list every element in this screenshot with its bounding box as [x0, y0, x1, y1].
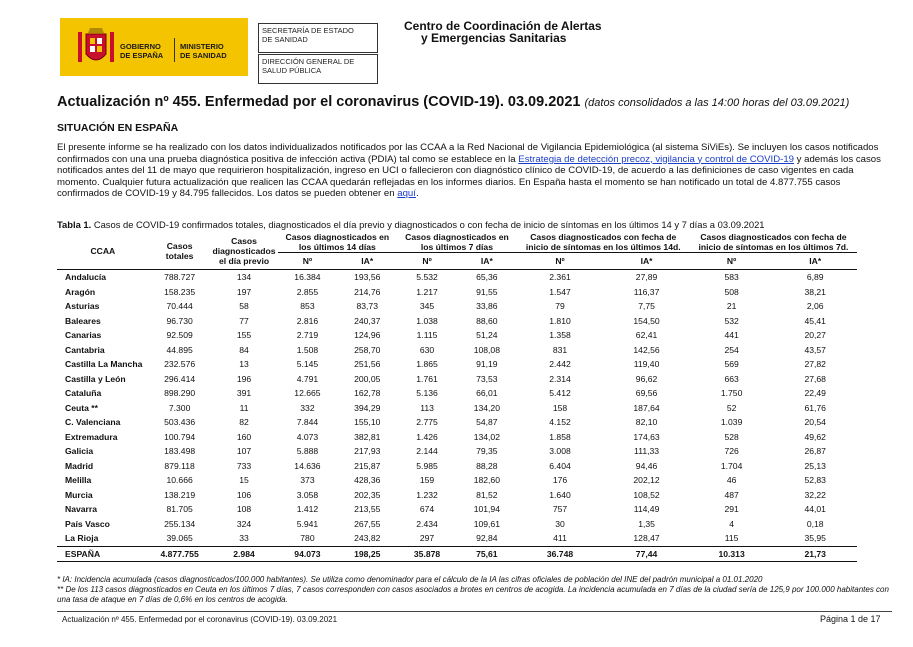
- value-cell: 70.444: [166, 301, 193, 311]
- header-ia: IA*: [457, 253, 517, 270]
- footnotes: [57, 575, 892, 605]
- value-cell: 5.941: [296, 518, 319, 529]
- value-cell: 214,76: [354, 286, 381, 297]
- table-row: [57, 357, 857, 372]
- value-cell: 100.794: [164, 431, 196, 442]
- value-cell: 20,27: [804, 330, 826, 340]
- value-cell: 243,82: [354, 533, 381, 543]
- value-cell: 831: [552, 344, 568, 355]
- value-cell: 84: [239, 344, 249, 355]
- value-cell: 88,60: [476, 315, 498, 326]
- table-row: [57, 299, 857, 314]
- ccaa-name-cell: País Vasco: [65, 518, 110, 529]
- header-ia: IA*: [337, 253, 397, 270]
- value-cell: 162,78: [354, 388, 381, 398]
- direccion-box: DIRECCIÓN GENERAL DE SALUD PÚBLICA: [258, 54, 378, 84]
- value-cell: 2.442: [549, 359, 571, 369]
- value-cell: 134,02: [473, 431, 500, 442]
- value-cell: 33: [239, 533, 249, 543]
- value-cell: 4.073: [296, 431, 319, 442]
- value-cell: 69,56: [635, 388, 658, 398]
- value-cell: 134: [236, 272, 252, 282]
- value-cell: 583: [724, 272, 739, 282]
- value-cell: 1.810: [549, 315, 571, 326]
- value-cell: 81,52: [476, 489, 498, 500]
- table-row: [57, 517, 857, 532]
- value-cell: 107: [236, 446, 252, 456]
- logo-divider: [174, 38, 175, 62]
- value-cell: 51,24: [476, 330, 498, 340]
- coat-of-arms-icon: [76, 24, 116, 70]
- centro-title-line1: Centro de Coordinación de Alertas: [404, 19, 602, 33]
- ccaa-name-cell: Asturias: [65, 301, 100, 311]
- value-cell: 128,47: [633, 533, 660, 543]
- value-cell: 27,68: [804, 373, 826, 384]
- value-cell: 1.358: [549, 330, 571, 340]
- value-cell: 154,50: [633, 315, 660, 326]
- value-cell: 1.217: [416, 286, 438, 297]
- value-cell: 66,01: [476, 388, 498, 398]
- header-n: Nº: [278, 253, 338, 270]
- value-cell: 674: [419, 504, 435, 514]
- value-cell: 32,22: [804, 489, 826, 500]
- table-total-row: [57, 546, 857, 562]
- value-cell: 79,35: [476, 446, 498, 456]
- ccaa-name-cell: Madrid: [65, 460, 94, 471]
- value-cell: 2.314: [549, 373, 571, 384]
- value-cell: 7.300: [168, 402, 191, 413]
- value-cell: 10.666: [166, 475, 193, 485]
- value-cell: 4.152: [549, 417, 571, 427]
- value-cell: 428,36: [354, 475, 381, 485]
- value-cell: 5.145: [296, 359, 319, 369]
- value-cell: 101,94: [473, 504, 500, 514]
- report-title-main: Actualización nº 455. Enfermedad por el coronavirus (COVID-19). 03.09.2021: [57, 94, 581, 110]
- value-cell: 22,49: [804, 388, 826, 398]
- value-cell: 4.877.755: [149, 546, 211, 562]
- value-cell: 27,82: [804, 359, 826, 369]
- value-cell: 215,87: [354, 460, 381, 471]
- table-row: [57, 459, 857, 474]
- value-cell: 114,49: [633, 504, 660, 514]
- value-cell: 1.640: [549, 489, 571, 500]
- value-cell: 5.888: [296, 446, 319, 456]
- value-cell: 94,46: [635, 460, 658, 471]
- cases-table: [57, 232, 857, 562]
- report-title-sub: (datos consolidados a las 14:00 horas del 03.09.2021): [584, 97, 850, 109]
- value-cell: 44,01: [804, 504, 826, 514]
- data-link[interactable]: aquí: [397, 188, 416, 199]
- value-cell: 15: [239, 475, 249, 485]
- value-cell: 176: [552, 475, 568, 485]
- value-cell: 158.235: [164, 286, 196, 297]
- footnote-ia: * IA: Incidencia acumulada (casos diagnosticados/100.000 habitantes). Se utiliza como denominador para el cálculo de la IA las cifras oficiales de población del INE del padrón municipal a 01.01.2020: [57, 575, 763, 584]
- ccaa-name-cell: C. Valenciana: [65, 417, 121, 427]
- value-cell: 1.115: [416, 330, 438, 340]
- value-cell: 1.038: [416, 315, 438, 326]
- value-cell: 197: [236, 286, 252, 297]
- value-cell: 14.636: [294, 460, 321, 471]
- value-cell: 65,36: [476, 272, 498, 282]
- ccaa-name-cell: La Rioja: [65, 533, 99, 543]
- value-cell: 62,41: [635, 330, 658, 340]
- table-row: [57, 314, 857, 329]
- value-cell: 77,44: [603, 546, 690, 562]
- value-cell: 82,10: [635, 417, 658, 427]
- value-cell: 115: [724, 533, 739, 543]
- value-cell: 630: [419, 344, 435, 355]
- header-previo: Casos diagnosticados el día previo: [211, 232, 278, 270]
- value-cell: 58: [239, 301, 249, 311]
- value-cell: 726: [724, 446, 739, 456]
- value-cell: 1,35: [638, 518, 655, 529]
- table-body: [57, 270, 857, 562]
- value-cell: 21: [726, 301, 737, 311]
- value-cell: 532: [724, 315, 739, 326]
- value-cell: 391: [236, 388, 252, 398]
- header-ccaa: CCAA: [57, 232, 149, 270]
- value-cell: 182,60: [473, 475, 500, 485]
- value-cell: 788.727: [164, 272, 196, 282]
- value-cell: 109,61: [473, 518, 500, 529]
- ccaa-name-cell: Aragón: [65, 286, 96, 297]
- header-n: Nº: [690, 253, 774, 270]
- footnote-ceuta: ** De los 113 casos diagnosticados en Ceuta en los últimos 7 días, 7 casos corresponden con casos asociados a brotes en centros de acogida. La incidencia acumulada en 7 días de la ciudad sería de 125,9 por 100.000 habitantes con una tasa de ataque en 7 días de 0,6% en los centros de acogida.: [57, 585, 889, 604]
- header-sint-7d: Casos diagnosticados con fecha de inicio de síntomas en los últimos 7d.: [690, 232, 857, 253]
- value-cell: 240,37: [354, 315, 381, 326]
- value-cell: 267,55: [354, 518, 381, 529]
- value-cell: 94.073: [278, 546, 338, 562]
- header-n: Nº: [517, 253, 604, 270]
- value-cell: 82: [239, 417, 249, 427]
- value-cell: 16.384: [294, 272, 321, 282]
- value-cell: 217,93: [354, 446, 381, 456]
- value-cell: 52,83: [804, 475, 826, 485]
- value-cell: 1.750: [720, 388, 743, 398]
- value-cell: 27,89: [635, 272, 658, 282]
- table-row: [57, 386, 857, 401]
- value-cell: 411: [553, 533, 567, 543]
- value-cell: 4: [729, 518, 734, 529]
- table-row: [57, 343, 857, 358]
- value-cell: 2.775: [416, 417, 438, 427]
- ccaa-name-cell: Castilla La Mancha: [65, 359, 143, 369]
- value-cell: 251,56: [354, 359, 381, 369]
- value-cell: 35,95: [804, 533, 826, 543]
- value-cell: 202,12: [633, 475, 660, 485]
- value-cell: 394,29: [354, 402, 381, 413]
- ccaa-name-cell: Murcia: [65, 489, 93, 500]
- ccaa-name-cell: Cataluña: [65, 388, 102, 398]
- intro-text-1: El presente informe se ha realizado con los datos individualizados notificados por las CCAA a la Red Nacional de Vigilancia Epidemiológica (al sistema SiViEs). Se incluyen los casos notificados confirmados con una una prueba diagnóstica positiva de infección activa (PDIA) tal como se establece en la: [57, 142, 879, 165]
- value-cell: 138.219: [164, 489, 196, 500]
- ccaa-name-cell: Canarias: [65, 330, 102, 340]
- value-cell: 108,52: [633, 489, 660, 500]
- centro-title-line2: y Emergencias Sanitarias: [421, 31, 567, 45]
- value-cell: 4.791: [296, 373, 319, 384]
- table-caption: [57, 219, 765, 230]
- ccaa-name-cell: ESPAÑA: [57, 546, 149, 562]
- header-ia: IA*: [773, 253, 857, 270]
- value-cell: 12.665: [294, 388, 321, 398]
- table-row: [57, 328, 857, 343]
- value-cell: 81.705: [166, 504, 193, 514]
- value-cell: 1.761: [416, 373, 438, 384]
- value-cell: 91,19: [476, 359, 498, 369]
- ccaa-name-cell: Galicia: [65, 446, 94, 456]
- value-cell: 663: [724, 373, 739, 384]
- value-cell: 113: [420, 402, 434, 413]
- value-cell: 5.412: [549, 388, 571, 398]
- intro-text-2: y además los casos notificados antes del 11 de mayo que requirieron hospitalización, ingreso en UCI o fallecieron con diagnóstico clínico de COVID-19, de acuerdo a las definiciones de caso vigentes en cada momento. Cualquier futura actualización que realicen las CCAA quedarán reflejadas en los informes diarios. En España hasta el momento se han notificado un total de 4.877.755 casos confirmados de COVID-19 y 84.795 fallecidos. Los datos se pueden obtener en: [57, 153, 881, 199]
- table-row: [57, 488, 857, 503]
- value-cell: 96,62: [635, 373, 658, 384]
- value-cell: 291: [724, 504, 739, 514]
- value-cell: 106: [236, 489, 252, 500]
- value-cell: 297: [419, 533, 435, 543]
- value-cell: 11: [239, 402, 249, 413]
- table-row: [57, 430, 857, 445]
- value-cell: 193,56: [354, 272, 381, 282]
- header-sint-14d: Casos diagnosticados con fecha de inicio de síntomas en los últimos 14d.: [517, 232, 690, 253]
- header-totales: Casos totales: [149, 232, 211, 270]
- value-cell: 528: [724, 431, 739, 442]
- value-cell: 44.895: [166, 344, 193, 355]
- value-cell: 2.984: [211, 546, 278, 562]
- ccaa-name-cell: Ceuta **: [65, 402, 98, 413]
- footer-divider: [57, 611, 892, 612]
- value-cell: 332: [300, 402, 315, 413]
- ccaa-name-cell: Extremadura: [65, 431, 118, 442]
- value-cell: 382,81: [354, 431, 381, 442]
- value-cell: 7,75: [638, 301, 655, 311]
- value-cell: 198,25: [337, 546, 397, 562]
- value-cell: 92,84: [476, 533, 498, 543]
- table-row: [57, 270, 857, 285]
- value-cell: 296.414: [164, 373, 196, 384]
- value-cell: 25,13: [804, 460, 826, 471]
- value-cell: 441: [724, 330, 739, 340]
- value-cell: 0,18: [806, 518, 824, 529]
- value-cell: 160: [236, 431, 252, 442]
- value-cell: 879.118: [164, 460, 195, 471]
- section-heading: SITUACIÓN EN ESPAÑA: [57, 122, 179, 134]
- value-cell: 3.058: [296, 489, 319, 500]
- value-cell: 46: [726, 475, 737, 485]
- value-cell: 757: [552, 504, 568, 514]
- header-7d: Casos diagnosticados en los últimos 7 días: [397, 232, 517, 253]
- ccaa-name-cell: Melilla: [65, 475, 92, 485]
- value-cell: 35.878: [397, 546, 457, 562]
- value-cell: 2.144: [416, 446, 438, 456]
- value-cell: 1.547: [549, 286, 571, 297]
- value-cell: 174,63: [633, 431, 660, 442]
- value-cell: 13: [239, 359, 249, 369]
- page-number: Página 1 de 17: [820, 614, 881, 624]
- value-cell: 373: [300, 475, 315, 485]
- value-cell: 187,64: [633, 402, 660, 413]
- header-14d: Casos diagnosticados en los últimos 14 días: [278, 232, 398, 253]
- value-cell: 898.290: [164, 388, 196, 398]
- value-cell: 7.844: [296, 417, 319, 427]
- value-cell: 5.985: [416, 460, 438, 471]
- value-cell: 21,73: [773, 546, 857, 562]
- table-row: [57, 473, 857, 488]
- value-cell: 83,73: [356, 301, 378, 311]
- ccaa-name-cell: Navarra: [65, 504, 98, 514]
- table-row: [57, 444, 857, 459]
- table-row: [57, 401, 857, 416]
- value-cell: 124,96: [354, 330, 381, 340]
- value-cell: 119,40: [633, 359, 660, 369]
- value-cell: 91,55: [476, 286, 498, 297]
- value-cell: 73,53: [476, 373, 498, 384]
- value-cell: 200,05: [354, 373, 381, 384]
- value-cell: 96.730: [166, 315, 193, 326]
- value-cell: 30: [555, 518, 565, 529]
- secretaria-box: SECRETARÍA DE ESTADO DE SANIDAD: [258, 23, 378, 53]
- value-cell: 36.748: [517, 546, 604, 562]
- ministerio-label: MINISTERIO DE SANIDAD: [180, 42, 227, 60]
- gobierno-label: GOBIERNO DE ESPAÑA: [120, 42, 164, 60]
- value-cell: 345: [419, 301, 435, 311]
- value-cell: 142,56: [633, 344, 660, 355]
- table-row: [57, 531, 857, 546]
- value-cell: 5.532: [416, 272, 438, 282]
- value-cell: 155: [236, 330, 252, 340]
- ccaa-name-cell: Baleares: [65, 315, 101, 326]
- value-cell: 10.313: [690, 546, 774, 562]
- value-cell: 155,10: [354, 417, 381, 427]
- ccaa-name-cell: Cantabria: [65, 344, 105, 355]
- value-cell: 20,54: [804, 417, 826, 427]
- value-cell: 33,86: [476, 301, 498, 311]
- value-cell: 2.719: [296, 330, 319, 340]
- value-cell: 61,76: [804, 402, 826, 413]
- value-cell: 108: [236, 504, 252, 514]
- ccaa-name-cell: Castilla y León: [65, 373, 126, 384]
- value-cell: 134,20: [473, 402, 500, 413]
- value-cell: 116,37: [633, 286, 660, 297]
- value-cell: 45,41: [804, 315, 826, 326]
- value-cell: 487: [724, 489, 739, 500]
- table-row: [57, 502, 857, 517]
- value-cell: 733: [236, 460, 252, 471]
- value-cell: 1.412: [296, 504, 319, 514]
- value-cell: 255.134: [164, 518, 196, 529]
- table-row: [57, 372, 857, 387]
- value-cell: 6,89: [806, 272, 824, 282]
- value-cell: 1.039: [720, 417, 743, 427]
- value-cell: 158: [552, 402, 568, 413]
- value-cell: 503.436: [164, 417, 196, 427]
- header-ia: IA*: [603, 253, 690, 270]
- value-cell: 39.065: [166, 533, 193, 543]
- value-cell: 54,87: [476, 417, 498, 427]
- value-cell: 324: [236, 518, 252, 529]
- value-cell: 88,28: [476, 460, 498, 471]
- value-cell: 1.865: [416, 359, 438, 369]
- table-row: [57, 285, 857, 300]
- ccaa-name-cell: Andalucía: [65, 272, 107, 282]
- value-cell: 569: [724, 359, 739, 369]
- value-cell: 43,57: [804, 344, 826, 355]
- value-cell: 92.509: [166, 330, 193, 340]
- value-cell: 202,35: [354, 489, 381, 500]
- footer-left: Actualización nº 455. Enfermedad por el coronavirus (COVID-19). 03.09.2021: [62, 615, 338, 624]
- table-caption-text: Casos de COVID-19 confirmados totales, diagnosticados el día previo y diagnosticados o con fecha de inicio de síntomas en los últimos 14 y 7 días a 03.09.2021: [91, 219, 765, 230]
- value-cell: 26,87: [804, 446, 826, 456]
- value-cell: 75,61: [457, 546, 517, 562]
- value-cell: 3.008: [549, 446, 571, 456]
- value-cell: 2.434: [416, 518, 438, 529]
- value-cell: 1.508: [296, 344, 319, 355]
- value-cell: 780: [300, 533, 315, 543]
- value-cell: 38,21: [804, 286, 826, 297]
- intro-text-3: .: [415, 188, 419, 199]
- value-cell: 232.576: [164, 359, 196, 369]
- value-cell: 6.404: [549, 460, 571, 471]
- value-cell: 1.858: [549, 431, 571, 442]
- value-cell: 1.704: [720, 460, 743, 471]
- value-cell: 79: [555, 301, 565, 311]
- value-cell: 254: [724, 344, 739, 355]
- value-cell: 1.232: [416, 489, 438, 500]
- table-row: [57, 415, 857, 430]
- value-cell: 2.361: [549, 272, 571, 282]
- intro-paragraph: [57, 142, 892, 200]
- value-cell: 508: [724, 286, 739, 297]
- value-cell: 159: [419, 475, 435, 485]
- value-cell: 49,62: [804, 431, 826, 442]
- value-cell: 5.136: [416, 388, 438, 398]
- value-cell: 258,70: [354, 344, 381, 355]
- value-cell: 108,08: [473, 344, 500, 355]
- value-cell: 213,55: [354, 504, 381, 514]
- value-cell: 52: [726, 402, 737, 413]
- value-cell: 853: [300, 301, 315, 311]
- value-cell: 2,06: [806, 301, 824, 311]
- value-cell: 77: [239, 315, 249, 326]
- header-n: Nº: [397, 253, 457, 270]
- value-cell: 196: [236, 373, 252, 384]
- report-title: [57, 94, 849, 110]
- table-caption-label: Tabla 1.: [57, 219, 92, 230]
- value-cell: 2.855: [296, 286, 319, 297]
- value-cell: 111,33: [634, 446, 660, 456]
- strategy-link[interactable]: Estrategia de detección precoz, vigilancia y control de COVID-19: [518, 153, 794, 165]
- value-cell: 183.498: [164, 446, 196, 456]
- value-cell: 2.816: [296, 315, 319, 326]
- value-cell: 1.426: [416, 431, 438, 442]
